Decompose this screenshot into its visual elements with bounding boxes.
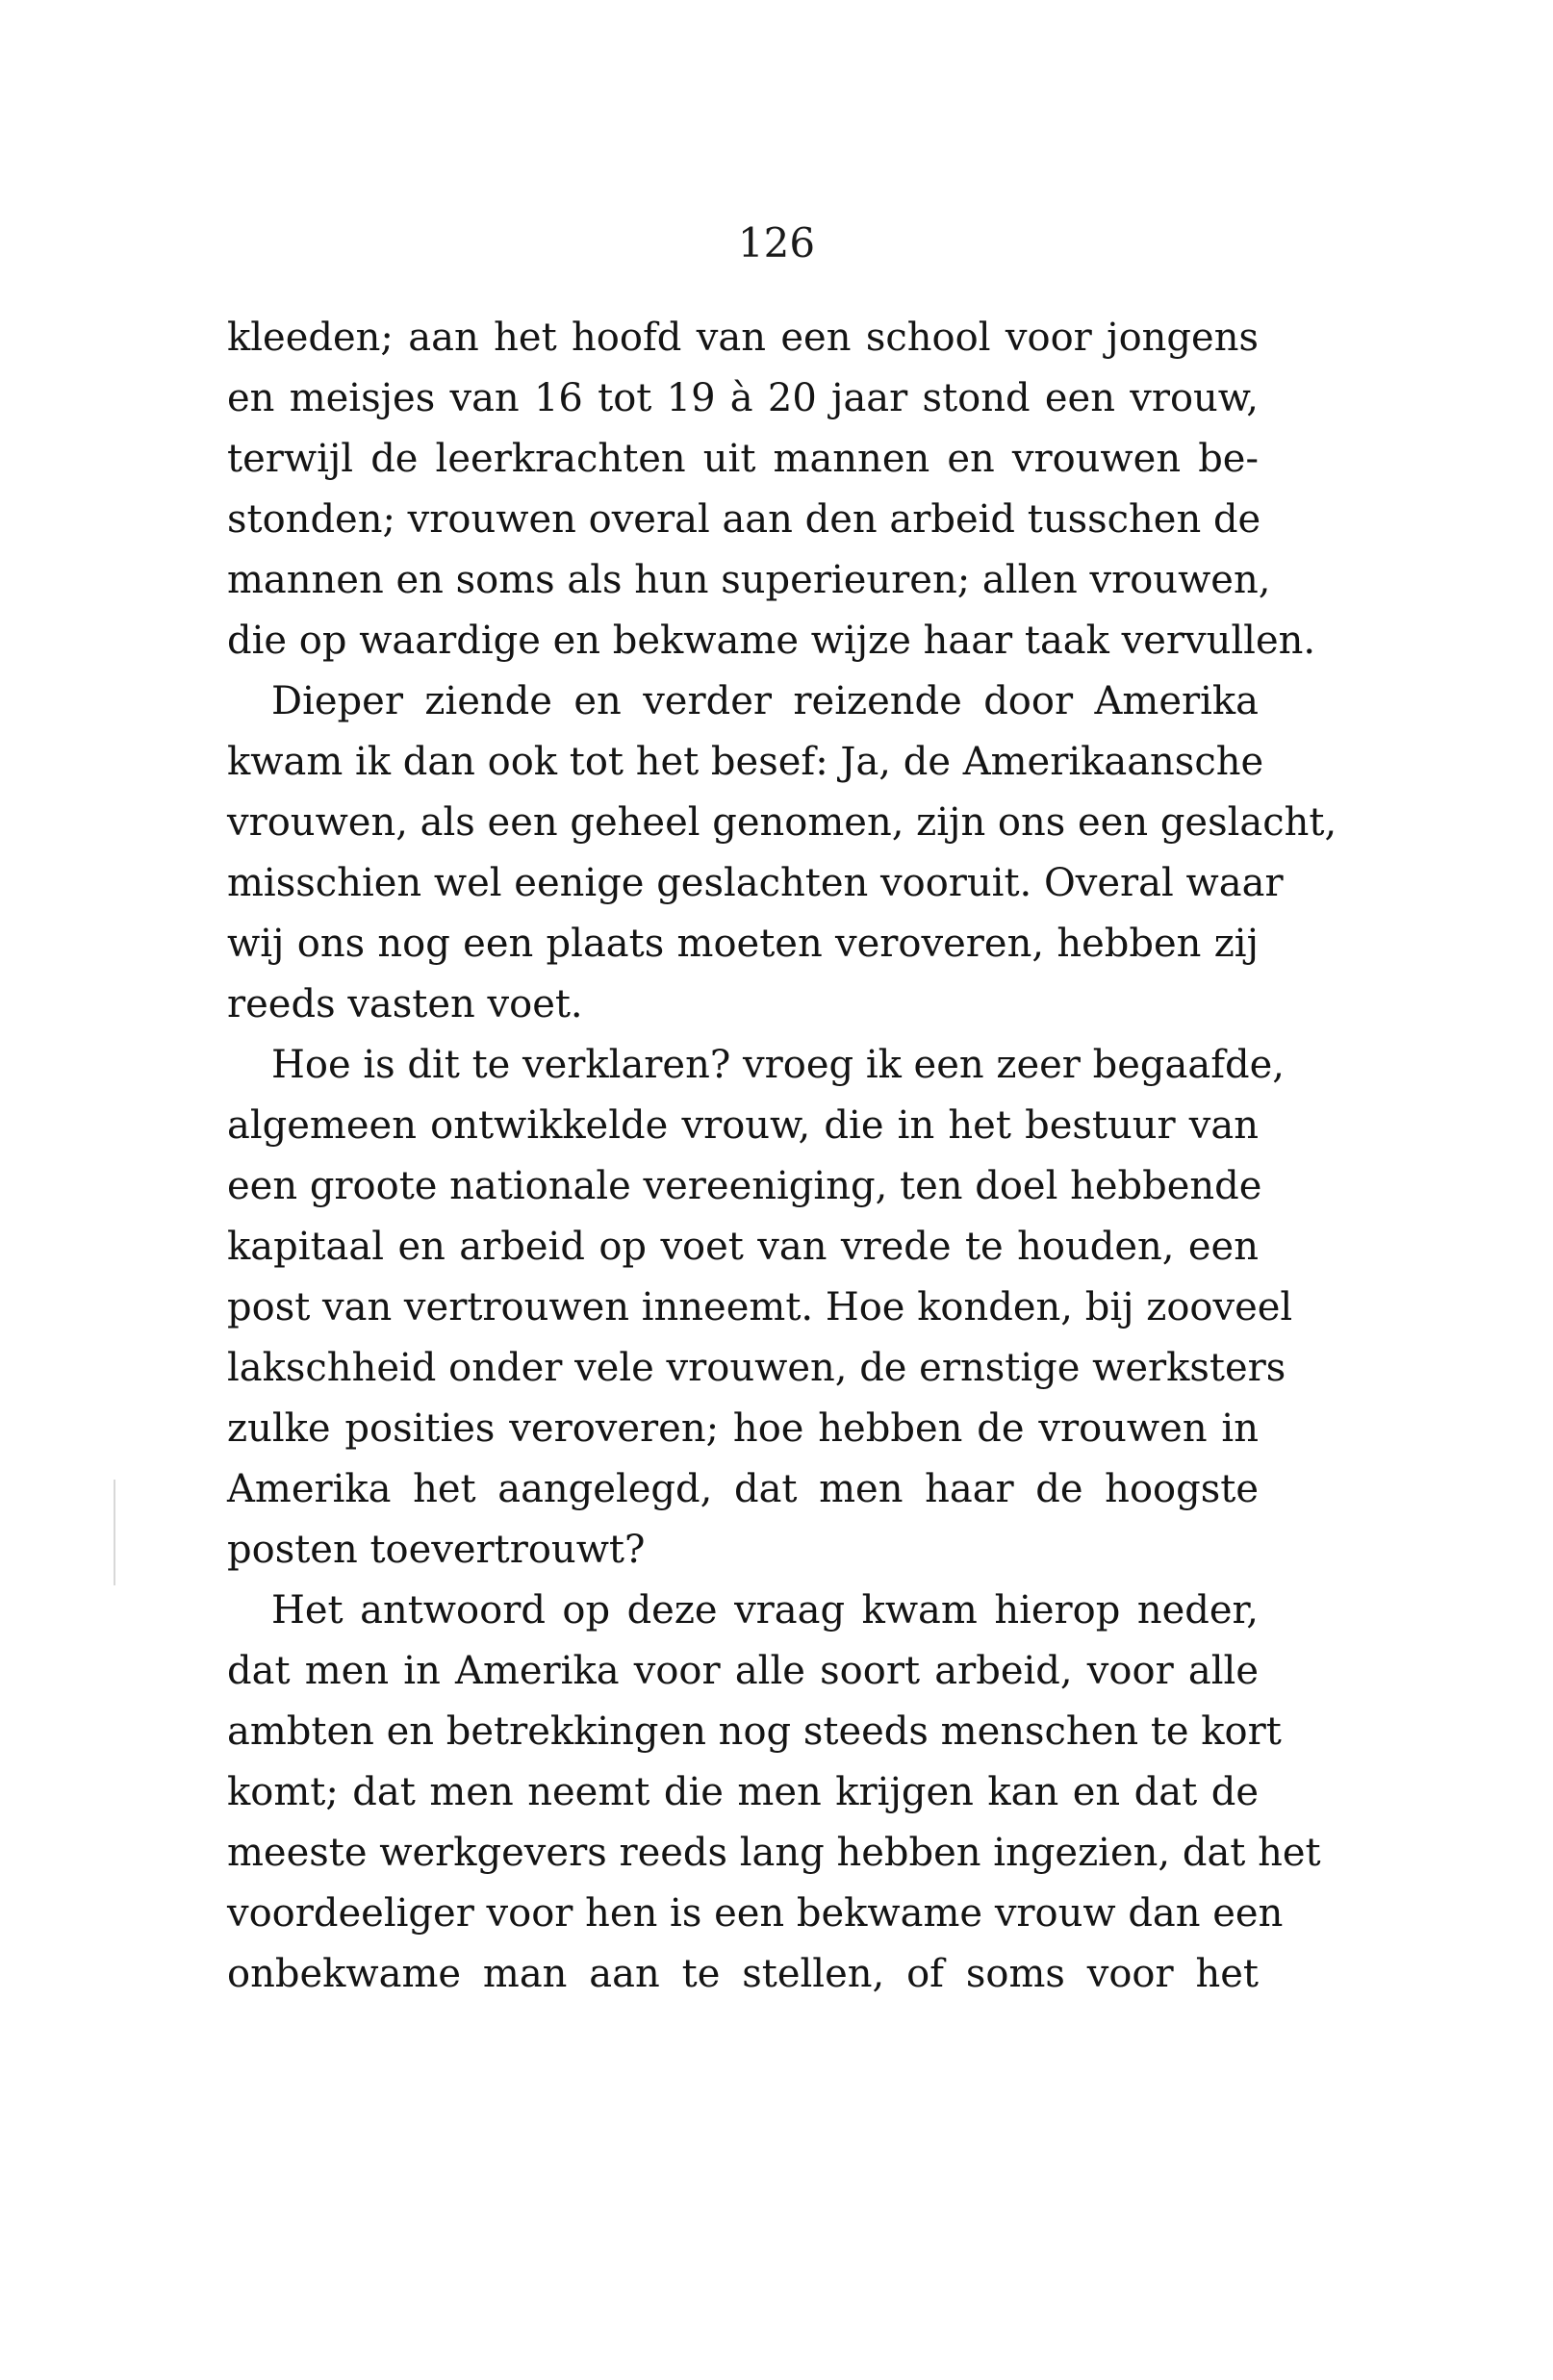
text-line: kapitaal en arbeid op voet van vrede te houden, een <box>227 1225 1259 1269</box>
text-line: voordeeliger voor hen is een bekwame vrouw dan een <box>227 1891 1284 1936</box>
text-line: misschien wel eenige geslachten vooruit. Overal waar <box>227 861 1284 905</box>
text-line: stonden; vrouwen overal aan den arbeid tusschen de <box>227 497 1261 542</box>
text-line: meeste werkgevers reeds lang hebben ingezien, dat het <box>227 1831 1321 1875</box>
page-number: 126 <box>737 219 816 266</box>
body-text <box>227 308 1337 2005</box>
text-line: wij ons nog een plaats moeten veroveren, hebben zij <box>227 922 1259 966</box>
text-line: mannen en soms als hun superieuren; allen vrouwen, <box>227 558 1271 602</box>
text-line: lakschheid onder vele vrouwen, de ernstige werksters <box>227 1346 1286 1390</box>
text-line: die op waardige en bekwame wijze haar taak vervullen. <box>227 619 1316 663</box>
text-line: Amerika het aangelegd, dat men haar de hoogste <box>227 1467 1259 1511</box>
text-line: reeds vasten voet. <box>227 982 583 1026</box>
text-line: kwam ik dan ook tot het besef: Ja, de Amerikaansche <box>227 740 1264 784</box>
text-line: vrouwen, als een geheel genomen, zijn ons een geslacht, <box>227 800 1337 845</box>
text-line: Het antwoord op deze vraag kwam hierop neder, <box>271 1588 1259 1633</box>
text-line: kleeden; aan het hoofd van een school voor jongens <box>227 316 1259 360</box>
text-line: Hoe is dit te verklaren? vroeg ik een zeer begaafde, <box>271 1043 1286 1087</box>
text-line: en meisjes van 16 tot 19 à 20 jaar stond een vrouw, <box>227 376 1259 420</box>
text-line: onbekwame man aan te stellen, of soms voor het <box>227 1952 1259 1996</box>
text-line: een groote nationale vereeniging, ten doel hebbende <box>227 1164 1262 1208</box>
text-line: post van vertrouwen inneemt. Hoe konden, bij zooveel <box>227 1285 1293 1329</box>
text-line: algemeen ontwikkelde vrouw, die in het bestuur van <box>227 1103 1259 1148</box>
text-line: komt; dat men neemt die men krijgen kan en dat de <box>227 1770 1259 1814</box>
text-line: zulke posities veroveren; hoe hebben de vrouwen in <box>227 1406 1259 1451</box>
margin-mark <box>114 1480 115 1585</box>
text-line: Dieper ziende en verder reizende door Amerika <box>271 679 1259 723</box>
text-line: dat men in Amerika voor alle soort arbeid, voor alle <box>227 1649 1259 1693</box>
text-line: ambten en betrekkingen nog steeds menschen te kort <box>227 1709 1282 1754</box>
text-line: posten toevertrouwt? <box>227 1528 646 1572</box>
text-line: terwijl de leerkrachten uit mannen en vrouwen be- <box>227 437 1259 481</box>
